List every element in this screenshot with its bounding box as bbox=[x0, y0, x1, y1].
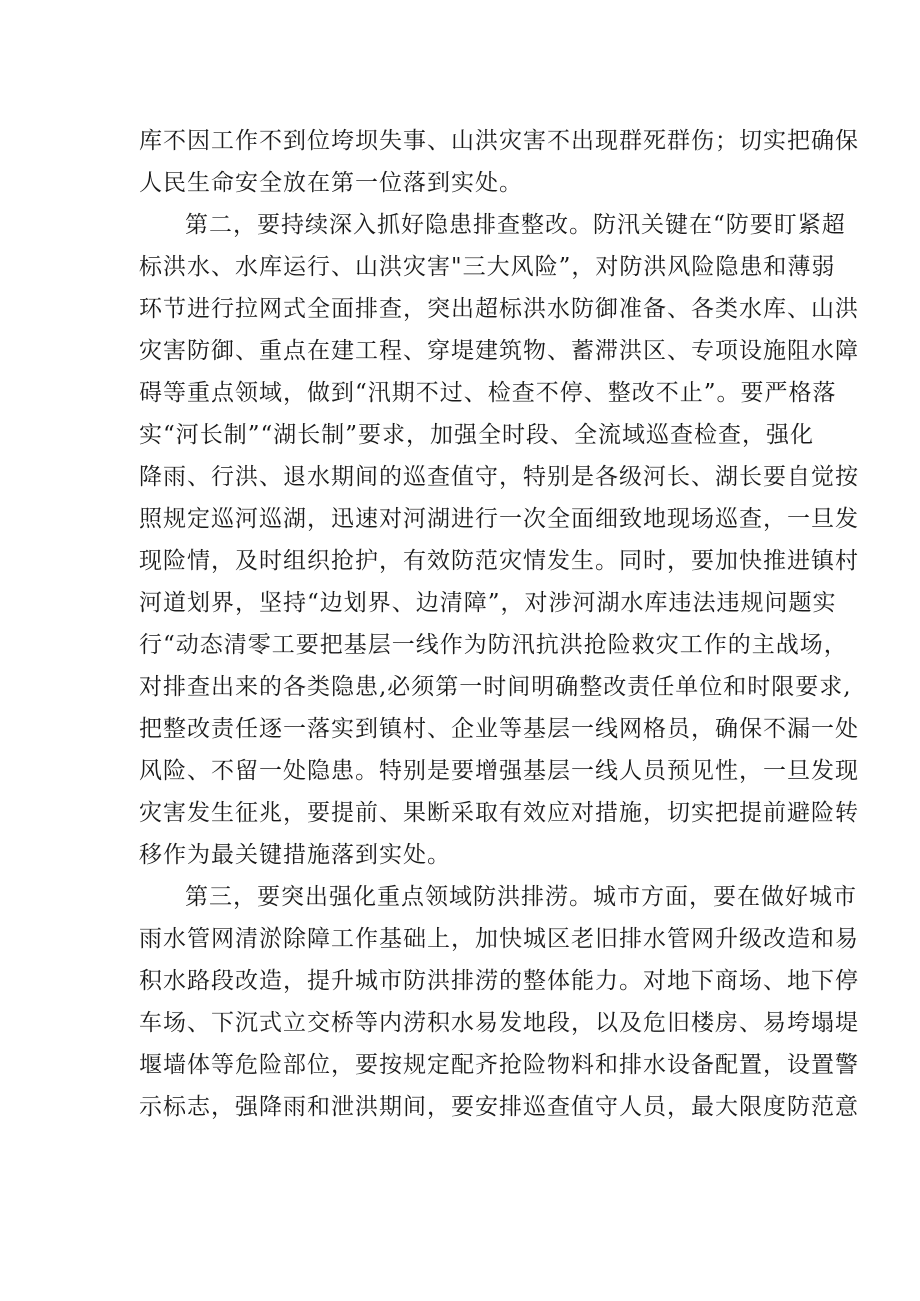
text-line-5: 环节进行拉网式全面排查，突出超标洪水防御准备、各类水库、山洪 bbox=[139, 296, 859, 322]
text-line-17: 灾害发生征兆，要提前、果断采取有效应对措施，切实把提前避险转 bbox=[139, 800, 859, 826]
text-line-4: 标洪水、水库运行、山洪灾害"三大风险”，对防洪风险隐患和薄弱 bbox=[139, 254, 836, 280]
text-line-14: 对排查出来的各类隐患,必须第一时间明确整改责任单位和时限要求, bbox=[139, 674, 852, 700]
text-line-8: 实“河长制”“湖长制”要求，加强全时段、全流域巡查检查，强化 bbox=[139, 422, 815, 448]
text-line-11: 现险情，及时组织抢护，有效防范灾情发生。同时，要加快推进镇村 bbox=[139, 548, 859, 574]
text-line-9: 降雨、行洪、退水期间的巡查值守，特别是各级河长、湖长要自觉按 bbox=[139, 464, 859, 490]
text-line-23: 堰墙体等危险部位，要按规定配齐抢险物料和排水设备配置，设置警 bbox=[139, 1052, 859, 1078]
text-line-15: 把整改责任逐一落实到镇村、企业等基层一线网格员，确保不漏一处 bbox=[139, 716, 859, 742]
text-line-10: 照规定巡河巡湖，迅速对河湖进行一次全面细致地现场巡查，一旦发 bbox=[139, 506, 859, 532]
paragraph-2-start: 第二，要持续深入抓好隐患排查整改。防汛关键在“防要盯紧超 bbox=[185, 212, 846, 238]
text-line-21: 积水路段改造，提升城市防洪排涝的整体能力。对地下商场、地下停 bbox=[139, 968, 859, 994]
text-line-22: 车场、下沉式立交桥等内涝积水易发地段，以及危旧楼房、易垮塌堤 bbox=[139, 1010, 859, 1036]
text-line-12: 河道划界，坚持“边划界、边清障”，对涉河湖水库违法违规问题实 bbox=[139, 590, 837, 616]
paragraph-3-start: 第三，要突出强化重点领域防洪排涝。城市方面，要在做好城市 bbox=[185, 884, 857, 910]
text-line-7: 碍等重点领域，做到“汛期不过、检查不停、整改不止”。要严格落 bbox=[139, 380, 837, 406]
text-line-2: 人民生命安全放在第一位落到实处。 bbox=[139, 170, 523, 196]
text-line-20: 雨水管网清淤除障工作基础上，加快城区老旧排水管网升级改造和易 bbox=[139, 926, 859, 952]
text-line-6: 灾害防御、重点在建工程、穿堤建筑物、蓄滞洪区、专项设施阻水障 bbox=[139, 338, 859, 364]
text-line-1: 库不因工作不到位垮坝失事、山洪灾害不出现群死群伤；切实把确保 bbox=[139, 128, 859, 154]
text-line-24: 示标志，强降雨和泄洪期间，要安排巡查值守人员，最大限度防范意 bbox=[139, 1094, 859, 1120]
text-line-16: 风险、不留一处隐患。特别是要增强基层一线人员预见性，一旦发现 bbox=[139, 758, 859, 784]
text-line-13: 行“动态清零工要把基层一线作为防汛抗洪抢险救灾工作的主战场， bbox=[139, 632, 848, 658]
text-line-18: 移作为最关键措施落到实处。 bbox=[139, 842, 451, 868]
